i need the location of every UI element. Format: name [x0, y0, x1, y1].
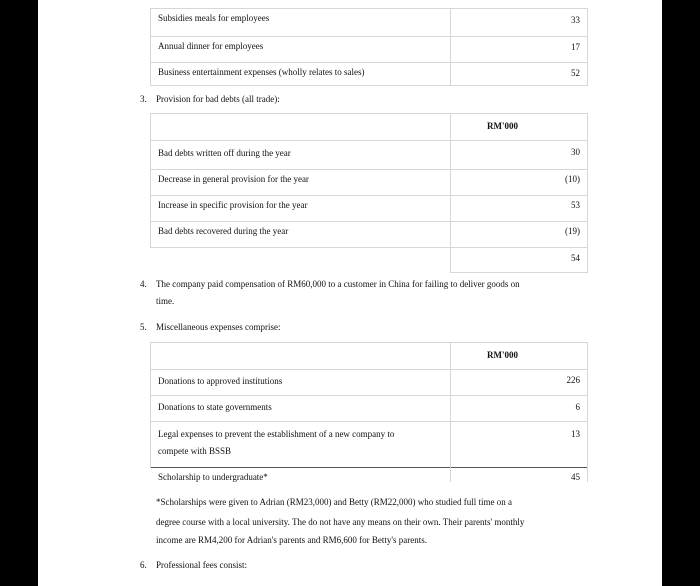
table-row-label: Donations to state governments	[158, 402, 272, 412]
table-row-value: 33	[571, 15, 580, 25]
table-row-value: 52	[571, 68, 580, 78]
table-row-value: 30	[571, 147, 580, 157]
section-number: 4.	[140, 279, 147, 289]
footnote-line: degree course with a local university. The do not have any means on their own. Their parents' monthly	[156, 517, 525, 527]
section-heading: Professional fees consist:	[156, 560, 247, 570]
table-row-value: 17	[571, 42, 580, 52]
paragraph-line: time.	[156, 296, 175, 306]
table-row-label: Subsidies meals for employees	[158, 13, 270, 23]
total-value: 54	[571, 253, 580, 263]
table-row-label: Legal expenses to prevent the establishment of a new company to	[158, 429, 395, 439]
footnote-line: *Scholarships were given to Adrian (RM23,000) and Betty (RM22,000) who studied full time on a	[156, 497, 512, 507]
footnote-line: income are RM4,200 for Adrian's parents and RM6,600 for Betty's parents.	[156, 535, 427, 545]
section-number: 5.	[140, 322, 147, 332]
table-row-label: Bad debts recovered during the year	[158, 226, 289, 236]
table-row-value: 226	[566, 375, 580, 385]
document-page	[38, 0, 662, 586]
table-row-label: Scholarship to undergraduate*	[158, 472, 268, 482]
section-heading: Provision for bad debts (all trade):	[156, 94, 280, 104]
table-row-label: Increase in specific provision for the year	[158, 200, 308, 210]
column-header: RM'000	[487, 121, 518, 131]
section-heading: Miscellaneous expenses comprise:	[156, 322, 281, 332]
section-number: 3.	[140, 94, 147, 104]
table-row-label: compete with BSSB	[158, 446, 232, 456]
paragraph-line: The company paid compensation of RM60,000 to a customer in China for failing to deliver goods on	[156, 279, 520, 289]
table-row-value: 45	[571, 472, 580, 482]
table-row-value: 53	[571, 200, 580, 210]
table-row-value: (19)	[565, 226, 580, 236]
table-row-label: Business entertainment expenses (wholly relates to sales)	[158, 67, 365, 77]
table-row-value: 6	[575, 402, 580, 412]
table-row-label: Annual dinner for employees	[158, 41, 264, 51]
table-row-value: (10)	[565, 174, 580, 184]
table-row-label: Donations to approved institutions	[158, 376, 283, 386]
column-header: RM'000	[487, 350, 518, 360]
table-row-value: 13	[571, 429, 580, 439]
table-row-label: Bad debts written off during the year	[158, 148, 291, 158]
table-row-label: Decrease in general provision for the year	[158, 174, 309, 184]
section-number: 6.	[140, 560, 147, 570]
